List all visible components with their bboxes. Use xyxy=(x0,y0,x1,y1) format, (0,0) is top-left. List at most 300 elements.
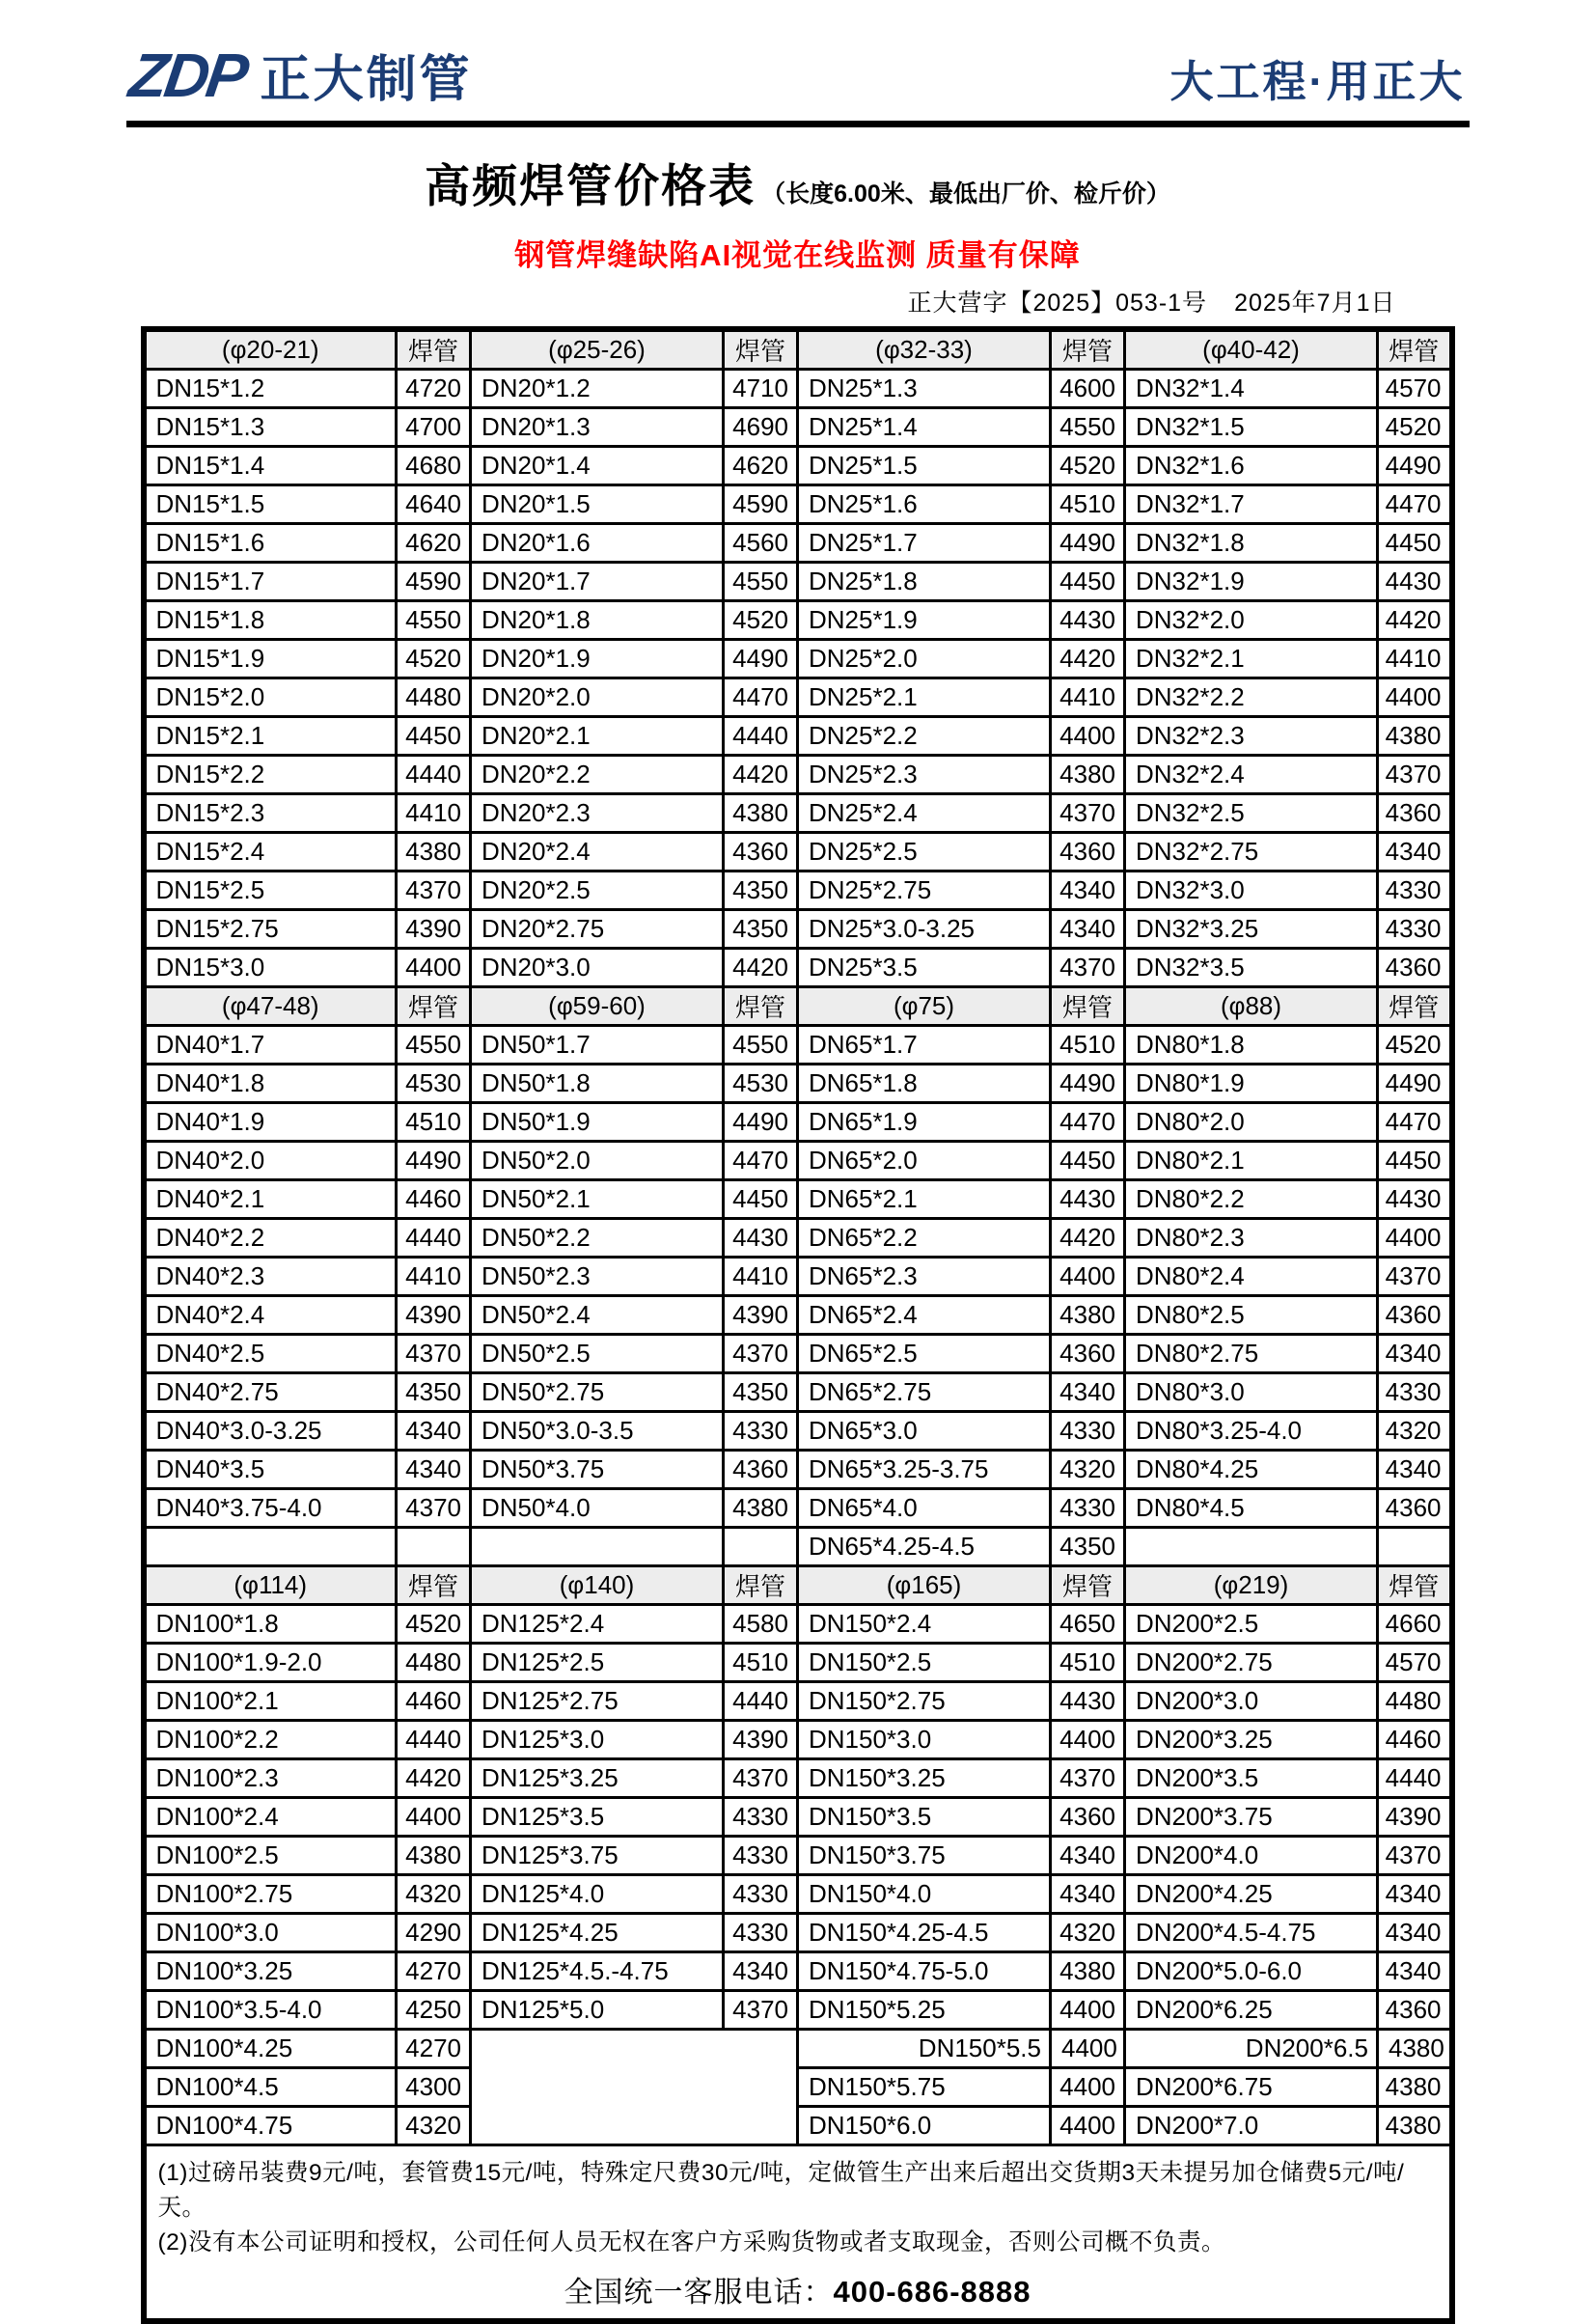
pipe-price-cell: 4510 xyxy=(397,1103,471,1142)
table-row xyxy=(144,872,1452,910)
price-column-header: 焊管 xyxy=(1378,1566,1452,1605)
document-number: 正大营字【2025】053-1号 xyxy=(907,290,1208,317)
pipe-price-cell: 4390 xyxy=(724,1721,798,1759)
document-date: 2025年7月1日 xyxy=(1234,290,1396,317)
pipe-price-cell: 4450 xyxy=(724,1180,798,1219)
pipe-price-cell: 4520 xyxy=(1378,408,1452,447)
pipe-price-cell: 4440 xyxy=(397,1219,471,1258)
pipe-price-cell: 4470 xyxy=(1378,485,1452,524)
pipe-spec-cell: DN100*3.0 xyxy=(144,1914,397,1952)
pipe-spec-cell: DN100*4.5 xyxy=(144,2068,397,2107)
pipe-spec-cell: DN40*3.0-3.25 xyxy=(144,1412,397,1451)
pipe-spec-cell: DN50*1.8 xyxy=(471,1065,724,1103)
pipe-spec-cell: DN40*2.3 xyxy=(144,1258,397,1296)
pipe-spec-cell: DN40*2.5 xyxy=(144,1335,397,1373)
pipe-spec-cell: DN200*4.25 xyxy=(1125,1875,1378,1914)
pipe-price-cell: 4440 xyxy=(1378,1759,1452,1798)
price-column-header: 焊管 xyxy=(397,1566,471,1605)
table-row xyxy=(144,1528,1452,1566)
pipe-price-cell: 4380 xyxy=(397,833,471,872)
pipe-spec-cell: DN150*2.5 xyxy=(798,1644,1051,1682)
pipe-price-cell: 4410 xyxy=(397,1258,471,1296)
pipe-spec-cell: DN20*2.5 xyxy=(471,872,724,910)
pipe-price-cell: 4320 xyxy=(397,1875,471,1914)
pipe-spec-cell: DN100*1.8 xyxy=(144,1605,397,1644)
pipe-price-cell: 4320 xyxy=(1378,1412,1452,1451)
pipe-spec-cell: DN80*2.2 xyxy=(1125,1180,1378,1219)
pipe-spec-cell: DN15*2.5 xyxy=(144,872,397,910)
table-row xyxy=(144,1952,1452,1991)
pipe-spec-cell: DN80*4.5 xyxy=(1125,1489,1378,1528)
pipe-price-cell: 4480 xyxy=(397,1644,471,1682)
pipe-spec-cell: DN100*1.9-2.0 xyxy=(144,1644,397,1682)
pipe-price-cell: 4490 xyxy=(724,1103,798,1142)
pipe-price-cell: 4350 xyxy=(724,910,798,949)
pipe-spec-cell: DN65*1.7 xyxy=(798,1026,1051,1065)
pipe-spec-cell: DN40*1.9 xyxy=(144,1103,397,1142)
pipe-spec-cell: DN15*2.75 xyxy=(144,910,397,949)
pipe-spec-cell: DN50*2.1 xyxy=(471,1180,724,1219)
pipe-spec-cell: DN20*1.5 xyxy=(471,485,724,524)
pipe-price-cell: 4360 xyxy=(724,1451,798,1489)
table-row xyxy=(144,1412,1452,1451)
pipe-price-cell: 4380 xyxy=(1051,1952,1125,1991)
pipe-price-cell: 4320 xyxy=(1051,1914,1125,1952)
pipe-spec-cell: DN150*2.4 xyxy=(798,1605,1051,1644)
pipe-spec-cell: DN200*3.5 xyxy=(1125,1759,1378,1798)
pipe-price-cell: 4460 xyxy=(1378,1721,1452,1759)
pipe-spec-cell: DN200*3.0 xyxy=(1125,1682,1378,1721)
pipe-spec-cell: DN32*3.5 xyxy=(1125,949,1378,987)
pipe-spec-cell: DN15*3.0 xyxy=(144,949,397,987)
hotline-label: 全国统一客服电话： xyxy=(564,2277,834,2309)
pipe-price-cell: 4650 xyxy=(1051,1605,1125,1644)
pipe-price-cell: 4400 xyxy=(1051,1721,1125,1759)
pipe-price-cell: 4590 xyxy=(397,563,471,601)
pipe-price-cell: 4550 xyxy=(1051,408,1125,447)
brand-header xyxy=(126,39,1470,127)
pipe-price-cell: 4380 xyxy=(397,1837,471,1875)
pipe-spec-cell: DN20*1.4 xyxy=(471,447,724,485)
pipe-price-cell: 4380 xyxy=(1051,1296,1125,1335)
pipe-spec-cell: DN100*2.3 xyxy=(144,1759,397,1798)
pipe-spec-cell: DN200*5.0-6.0 xyxy=(1125,1952,1378,1991)
table-row xyxy=(144,678,1452,717)
pipe-spec-cell: DN65*2.4 xyxy=(798,1296,1051,1335)
pipe-spec-cell: DN200*7.0 xyxy=(1125,2107,1378,2145)
pipe-spec-cell: DN50*2.75 xyxy=(471,1373,724,1412)
pipe-spec-cell: DN80*2.75 xyxy=(1125,1335,1378,1373)
table-row xyxy=(144,1335,1452,1373)
pipe-spec-cell: DN32*2.75 xyxy=(1125,833,1378,872)
company-logo xyxy=(124,39,473,111)
pipe-price-cell: DN200*6.5 xyxy=(1125,2030,1378,2068)
table-row xyxy=(144,1373,1452,1412)
pipe-price-cell: 4390 xyxy=(397,1296,471,1335)
table-row xyxy=(144,1065,1452,1103)
table-row xyxy=(144,1489,1452,1528)
pipe-price-cell: 4380 xyxy=(1051,756,1125,794)
pipe-price-cell: DN150*5.5 xyxy=(798,2030,1051,2068)
pipe-price-cell: 4470 xyxy=(724,678,798,717)
pipe-price-cell: 4350 xyxy=(397,1373,471,1412)
table-row xyxy=(144,794,1452,833)
pipe-price-cell: 4330 xyxy=(724,1412,798,1451)
pipe-spec-cell: DN150*4.0 xyxy=(798,1875,1051,1914)
pipe-price-cell: 4270 xyxy=(397,2030,471,2068)
pipe-spec-cell: DN150*3.25 xyxy=(798,1759,1051,1798)
pipe-spec-cell: DN25*1.6 xyxy=(798,485,1051,524)
table-row xyxy=(144,524,1452,563)
pipe-price-cell: 4330 xyxy=(724,1875,798,1914)
diameter-group-header: (φ140) xyxy=(471,1566,724,1605)
table-row xyxy=(144,1142,1452,1180)
pipe-spec-cell: DN50*2.4 xyxy=(471,1296,724,1335)
diameter-group-header: (φ47-48) xyxy=(144,987,397,1026)
pipe-spec-cell: DN40*1.7 xyxy=(144,1026,397,1065)
pipe-spec-cell: DN32*2.3 xyxy=(1125,717,1378,756)
pipe-price-cell: 4550 xyxy=(724,1026,798,1065)
pipe-price-cell: 4470 xyxy=(1051,1103,1125,1142)
diameter-group-header: (φ114) xyxy=(144,1566,397,1605)
pipe-price-cell: 4360 xyxy=(1051,1798,1125,1837)
page-content xyxy=(126,39,1470,2324)
footnote-1: (1)过磅吊装费9元/吨，套管费15元/吨，特殊定尺费30元/吨，定做管生产出来后超出交货期3天未提另加仓储费5元/吨/天。 xyxy=(157,2160,1405,2221)
pipe-spec-cell: DN25*2.0 xyxy=(798,640,1051,678)
table-row xyxy=(144,910,1452,949)
pipe-spec-cell: DN15*1.9 xyxy=(144,640,397,678)
pipe-spec-cell: DN25*2.4 xyxy=(798,794,1051,833)
table-row xyxy=(144,447,1452,485)
pipe-spec-cell: DN150*3.0 xyxy=(798,1721,1051,1759)
quality-banner: 钢管焊缝缺陷AI视觉在线监测 质量有保障 xyxy=(514,238,1081,272)
pipe-spec-cell: DN20*2.3 xyxy=(471,794,724,833)
pipe-price-cell: 4370 xyxy=(724,1759,798,1798)
footnotes-row xyxy=(144,2145,1452,2322)
pipe-spec-cell: DN80*1.8 xyxy=(1125,1026,1378,1065)
pipe-price-cell: 4370 xyxy=(1051,949,1125,987)
pipe-price-cell: 4370 xyxy=(1378,756,1452,794)
pipe-price-cell: 4300 xyxy=(397,2068,471,2107)
company-name: 正大制管 xyxy=(260,52,473,108)
table-row xyxy=(144,717,1452,756)
pipe-price-cell: 4700 xyxy=(397,408,471,447)
pipe-spec-cell: DN200*2.75 xyxy=(1125,1644,1378,1682)
pipe-price-cell: 4330 xyxy=(1051,1412,1125,1451)
table-row xyxy=(144,1296,1452,1335)
pipe-price-cell: 4450 xyxy=(1378,524,1452,563)
pipe-spec-cell: DN65*3.25-3.75 xyxy=(798,1451,1051,1489)
pipe-price-cell: 4360 xyxy=(724,833,798,872)
pipe-price-cell xyxy=(397,1528,471,1566)
pipe-price-cell: 4330 xyxy=(1378,872,1452,910)
pipe-spec-cell: DN100*2.5 xyxy=(144,1837,397,1875)
pipe-spec-cell: DN32*2.1 xyxy=(1125,640,1378,678)
price-column-header: 焊管 xyxy=(397,987,471,1026)
pipe-spec-cell: DN80*3.25-4.0 xyxy=(1125,1412,1378,1451)
table-row xyxy=(144,2107,1452,2145)
pipe-spec-cell: DN32*1.7 xyxy=(1125,485,1378,524)
pipe-spec-cell: DN150*2.75 xyxy=(798,1682,1051,1721)
table-row xyxy=(144,485,1452,524)
pipe-price-cell: 4370 xyxy=(397,1335,471,1373)
pipe-spec-cell: DN50*2.2 xyxy=(471,1219,724,1258)
pipe-spec-cell: DN32*2.4 xyxy=(1125,756,1378,794)
pipe-spec-cell: DN32*1.6 xyxy=(1125,447,1378,485)
pipe-price-cell: 4270 xyxy=(397,1952,471,1991)
pipe-spec-cell: DN15*1.6 xyxy=(144,524,397,563)
pipe-spec-cell: DN15*1.4 xyxy=(144,447,397,485)
page-title xyxy=(126,151,1470,215)
table-row xyxy=(144,2068,1452,2107)
pipe-spec-cell: DN125*3.5 xyxy=(471,1798,724,1837)
pipe-spec-cell: DN15*1.5 xyxy=(144,485,397,524)
pipe-spec-cell: DN125*2.75 xyxy=(471,1682,724,1721)
pipe-spec-cell: DN50*2.5 xyxy=(471,1335,724,1373)
table-row xyxy=(144,1798,1452,1837)
pipe-price-cell: 4680 xyxy=(397,447,471,485)
pipe-spec-cell: DN150*3.5 xyxy=(798,1798,1051,1837)
table-row xyxy=(144,601,1452,640)
pipe-spec-cell: DN65*2.1 xyxy=(798,1180,1051,1219)
pipe-price-cell: 4490 xyxy=(1378,447,1452,485)
pipe-price-cell: 4470 xyxy=(1378,1103,1452,1142)
pipe-price-cell: 4710 xyxy=(724,370,798,408)
pipe-price-cell: 4460 xyxy=(397,1180,471,1219)
pipe-price-cell: 4360 xyxy=(1051,1335,1125,1373)
pipe-spec-cell: DN65*1.8 xyxy=(798,1065,1051,1103)
pipe-price-cell: 4320 xyxy=(1051,1451,1125,1489)
pipe-spec-cell: DN40*2.1 xyxy=(144,1180,397,1219)
pipe-spec-cell: DN100*2.75 xyxy=(144,1875,397,1914)
pipe-price-cell: 4550 xyxy=(724,563,798,601)
pipe-price-cell: 4440 xyxy=(397,756,471,794)
pipe-spec-cell: DN50*2.0 xyxy=(471,1142,724,1180)
pipe-spec-cell: DN40*2.4 xyxy=(144,1296,397,1335)
pipe-price-cell: 4690 xyxy=(724,408,798,447)
brand-slogan: 大工程·用正大 xyxy=(1169,57,1466,106)
pipe-price-cell: 4340 xyxy=(1378,1335,1452,1373)
pipe-spec-cell: DN65*2.5 xyxy=(798,1335,1051,1373)
pipe-spec-cell: DN125*4.5.-4.75 xyxy=(471,1952,724,1991)
pipe-spec-cell: DN15*1.2 xyxy=(144,370,397,408)
pipe-price-cell: 4320 xyxy=(397,2107,471,2145)
pipe-spec-cell: DN80*2.1 xyxy=(1125,1142,1378,1180)
pipe-price-cell: 4340 xyxy=(1051,872,1125,910)
pipe-price-cell: 4440 xyxy=(724,717,798,756)
pipe-price-cell: 4360 xyxy=(1378,794,1452,833)
price-column-header: 焊管 xyxy=(724,1566,798,1605)
pipe-price-cell: 4620 xyxy=(397,524,471,563)
pipe-price-cell: 4370 xyxy=(724,1991,798,2030)
table-row xyxy=(144,1180,1452,1219)
table-row xyxy=(144,1991,1452,2030)
pipe-spec-cell: DN15*1.8 xyxy=(144,601,397,640)
pipe-price-cell: 4450 xyxy=(397,717,471,756)
pipe-price-cell: 4380 xyxy=(1378,2107,1452,2145)
title-subtitle: （长度6.00米、最低出厂价、检斤价） xyxy=(761,180,1170,208)
pipe-price-cell: 4520 xyxy=(724,601,798,640)
diameter-group-header: (φ88) xyxy=(1125,987,1378,1026)
pipe-spec-cell: DN100*2.4 xyxy=(144,1798,397,1837)
pipe-price-cell: 4510 xyxy=(724,1644,798,1682)
table-row xyxy=(144,1605,1452,1644)
pipe-price-cell: 4330 xyxy=(1378,1373,1452,1412)
pipe-spec-cell: DN20*1.2 xyxy=(471,370,724,408)
pipe-price-cell: 4460 xyxy=(397,1682,471,1721)
pipe-spec-cell: DN125*4.25 xyxy=(471,1914,724,1952)
title-main: 高频焊管价格表 xyxy=(425,160,756,211)
pipe-spec-cell: DN100*4.25 xyxy=(144,2030,397,2068)
section-header-row xyxy=(144,1566,1452,1605)
pipe-price-cell: 4520 xyxy=(397,640,471,678)
pipe-spec-cell xyxy=(471,1528,724,1566)
pipe-price-cell: 4380 xyxy=(1378,717,1452,756)
pipe-spec-cell: DN15*1.3 xyxy=(144,408,397,447)
pipe-spec-cell: DN200*6.75 xyxy=(1125,2068,1378,2107)
diameter-group-header: (φ59-60) xyxy=(471,987,724,1026)
pipe-spec-cell: DN20*1.3 xyxy=(471,408,724,447)
pipe-spec-cell: DN65*2.0 xyxy=(798,1142,1051,1180)
pipe-spec-cell: 4400 xyxy=(1051,2030,1125,2068)
pipe-spec-cell: DN50*3.0-3.5 xyxy=(471,1412,724,1451)
pipe-price-cell: 4360 xyxy=(1378,1489,1452,1528)
pipe-spec-cell: DN50*1.9 xyxy=(471,1103,724,1142)
pipe-price-cell: 4550 xyxy=(397,1026,471,1065)
pipe-price-cell: 4510 xyxy=(1051,1026,1125,1065)
section-header-row xyxy=(144,329,1452,370)
pipe-price-cell: 4340 xyxy=(1051,1373,1125,1412)
pipe-price-cell: 4390 xyxy=(397,910,471,949)
pipe-price-cell: 4420 xyxy=(397,1759,471,1798)
pipe-spec-cell: DN20*1.6 xyxy=(471,524,724,563)
pipe-price-cell: 4510 xyxy=(1051,1644,1125,1682)
pipe-price-cell: 4340 xyxy=(397,1412,471,1451)
pipe-price-cell: 4350 xyxy=(724,1373,798,1412)
pipe-price-cell: 4550 xyxy=(397,601,471,640)
pipe-spec-cell: DN32*1.9 xyxy=(1125,563,1378,601)
pipe-price-cell: 4510 xyxy=(1051,485,1125,524)
pipe-spec-cell: DN20*2.1 xyxy=(471,717,724,756)
pipe-price-cell: 4360 xyxy=(1378,1991,1452,2030)
pipe-price-cell: 4560 xyxy=(724,524,798,563)
pipe-spec-cell: DN25*2.3 xyxy=(798,756,1051,794)
hotline-number: 400-686-8888 xyxy=(833,2275,1031,2309)
pipe-spec-cell: DN40*2.75 xyxy=(144,1373,397,1412)
pipe-spec-cell: DN20*2.4 xyxy=(471,833,724,872)
pipe-spec-cell: DN20*1.9 xyxy=(471,640,724,678)
pipe-price-cell: 4350 xyxy=(724,872,798,910)
pipe-price-cell: 4450 xyxy=(1051,1142,1125,1180)
pipe-price-cell: 4440 xyxy=(724,1682,798,1721)
pipe-price-cell: 4410 xyxy=(397,794,471,833)
pipe-spec-cell: DN15*2.2 xyxy=(144,756,397,794)
pipe-spec-cell: DN25*1.4 xyxy=(798,408,1051,447)
pipe-spec-cell: DN50*2.3 xyxy=(471,1258,724,1296)
pipe-spec-cell: DN40*2.2 xyxy=(144,1219,397,1258)
pipe-spec-cell: DN20*3.0 xyxy=(471,949,724,987)
pipe-price-cell: 4490 xyxy=(724,640,798,678)
pipe-spec-cell: DN125*3.25 xyxy=(471,1759,724,1798)
pipe-spec-cell: DN80*2.5 xyxy=(1125,1296,1378,1335)
table-row xyxy=(144,563,1452,601)
pipe-price-cell: 4400 xyxy=(1378,678,1452,717)
pipe-spec-cell: DN80*4.25 xyxy=(1125,1451,1378,1489)
pipe-spec-cell: DN32*3.25 xyxy=(1125,910,1378,949)
pipe-spec-cell: DN125*4.0 xyxy=(471,1875,724,1914)
pipe-price-cell xyxy=(724,1528,798,1566)
pipe-spec-cell: DN20*2.0 xyxy=(471,678,724,717)
pipe-spec-cell xyxy=(144,1528,397,1566)
zdp-logo-icon: ZDP xyxy=(124,41,250,110)
pipe-price-cell: 4360 xyxy=(1378,1296,1452,1335)
table-row xyxy=(144,408,1452,447)
pipe-price-cell: 4370 xyxy=(1378,1258,1452,1296)
pipe-price-cell: 4520 xyxy=(397,1605,471,1644)
pipe-spec-cell: DN20*1.7 xyxy=(471,563,724,601)
pipe-spec-cell: DN50*4.0 xyxy=(471,1489,724,1528)
table-row xyxy=(144,1644,1452,1682)
pipe-price-cell: 4400 xyxy=(397,949,471,987)
pipe-spec-cell: DN25*2.75 xyxy=(798,872,1051,910)
pipe-spec-cell: DN125*5.0 xyxy=(471,1991,724,2030)
table-row xyxy=(144,833,1452,872)
pipe-spec-cell: DN50*3.75 xyxy=(471,1451,724,1489)
pipe-price-cell: 4340 xyxy=(1378,833,1452,872)
pipe-spec-cell: DN65*4.25-4.5 xyxy=(798,1528,1051,1566)
pipe-price-cell: 4430 xyxy=(724,1219,798,1258)
footnote-2: (2)没有本公司证明和授权，公司任何人员无权在客户方采购货物或者支取现金，否则公司概不负责。 xyxy=(157,2229,1225,2255)
pipe-spec-cell: DN40*3.5 xyxy=(144,1451,397,1489)
pipe-price-cell: 4480 xyxy=(1378,1682,1452,1721)
pipe-spec-cell: DN25*1.9 xyxy=(798,601,1051,640)
pipe-price-cell: 4370 xyxy=(1051,794,1125,833)
pipe-spec-cell: DN150*4.75-5.0 xyxy=(798,1952,1051,1991)
pipe-price-cell: 4470 xyxy=(724,1142,798,1180)
pipe-spec-cell: DN200*3.75 xyxy=(1125,1798,1378,1837)
pipe-price-cell: 4490 xyxy=(397,1142,471,1180)
pipe-price-cell: 4350 xyxy=(1051,1528,1125,1566)
pipe-spec-cell: DN150*5.75 xyxy=(798,2068,1051,2107)
table-row xyxy=(144,1258,1452,1296)
pipe-spec-cell: DN32*2.0 xyxy=(1125,601,1378,640)
pipe-spec-cell: DN65*2.75 xyxy=(798,1373,1051,1412)
pipe-spec-cell: DN80*2.4 xyxy=(1125,1258,1378,1296)
table-row xyxy=(144,1837,1452,1875)
pipe-spec-cell: DN80*3.0 xyxy=(1125,1373,1378,1412)
pipe-price-cell: 4570 xyxy=(1378,370,1452,408)
pipe-price-cell: 4620 xyxy=(724,447,798,485)
pipe-spec-cell: DN150*4.25-4.5 xyxy=(798,1914,1051,1952)
pipe-price-cell: 4450 xyxy=(1378,1142,1452,1180)
pipe-price-cell: 4400 xyxy=(1051,2107,1125,2145)
pipe-spec-cell: DN200*6.25 xyxy=(1125,1991,1378,2030)
pipe-price-cell: 4410 xyxy=(724,1258,798,1296)
diameter-group-header: (φ165) xyxy=(798,1566,1051,1605)
pipe-price-cell: 4370 xyxy=(397,872,471,910)
table-row xyxy=(144,1759,1452,1798)
pipe-price-cell: 4490 xyxy=(1051,524,1125,563)
pipe-spec-cell: DN40*3.75-4.0 xyxy=(144,1489,397,1528)
pipe-spec-cell: DN25*2.1 xyxy=(798,678,1051,717)
pipe-spec-cell: DN32*2.2 xyxy=(1125,678,1378,717)
table-row xyxy=(144,1219,1452,1258)
pipe-spec-cell: DN25*1.8 xyxy=(798,563,1051,601)
pipe-price-cell: 4440 xyxy=(397,1721,471,1759)
diameter-group-header: (φ40-42) xyxy=(1125,329,1378,370)
price-column-header: 焊管 xyxy=(1051,987,1125,1026)
pipe-spec-cell: DN100*2.2 xyxy=(144,1721,397,1759)
